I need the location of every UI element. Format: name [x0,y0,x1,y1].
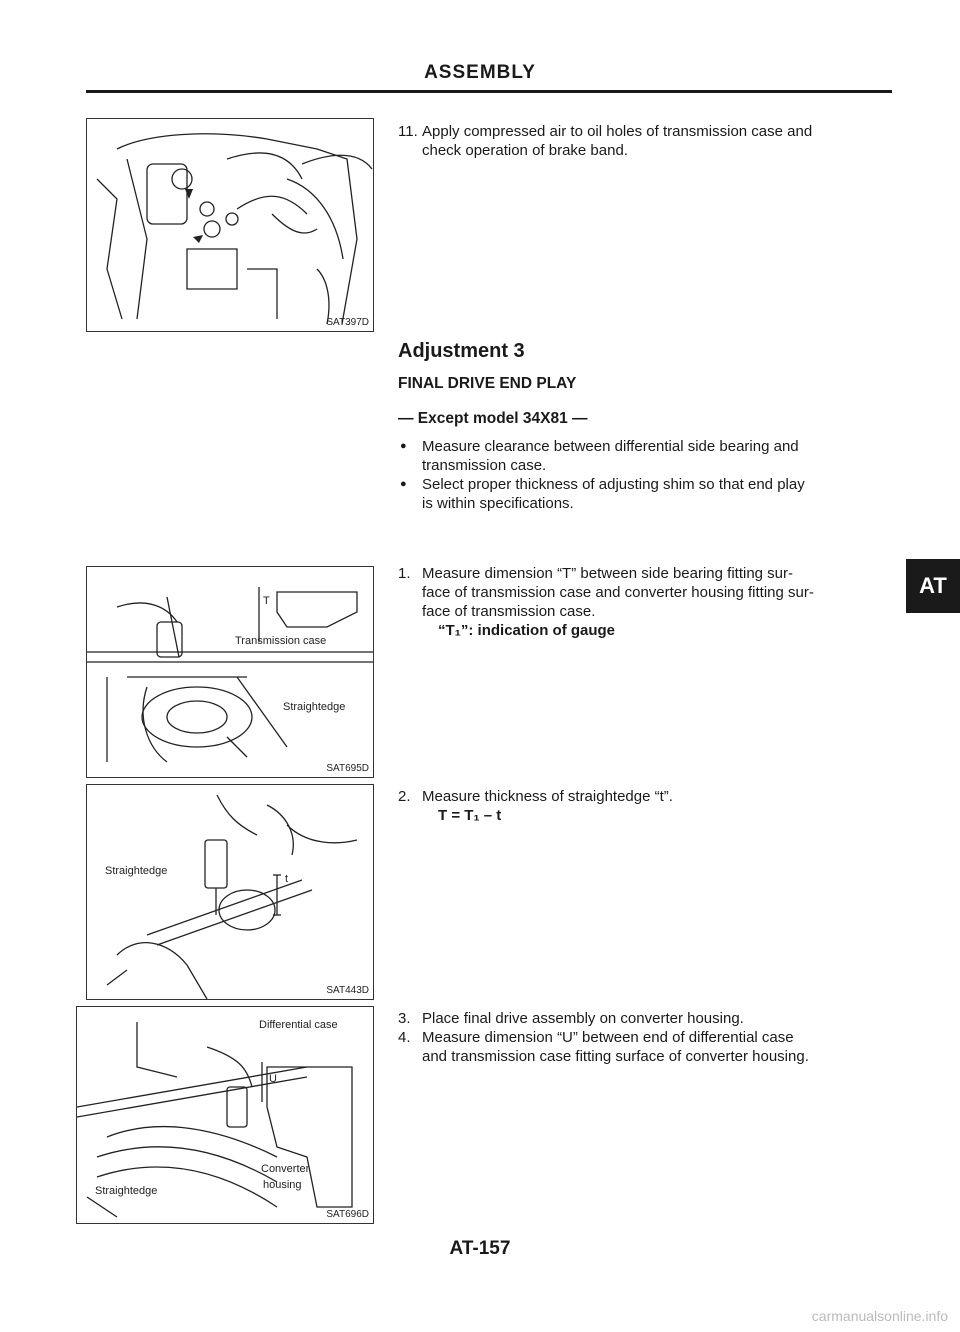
step-line: check operation of brake band. [422,142,628,159]
step-line: face of transmission case and converter housing fitting sur- [422,584,814,601]
step-line: Measure dimension “U” between end of differential case [422,1029,794,1046]
step-line: Measure dimension “T” between side bearing fitting sur- [422,565,794,582]
step-line: and transmission case fitting surface of converter housing. [422,1048,809,1065]
bullet-item [398,475,898,513]
figure-code: SAT695D [326,763,369,774]
step-number: 4. [398,1029,411,1046]
page-number: AT-157 [449,1238,511,1259]
step-number: 11. [398,123,418,140]
step-11 [398,122,898,160]
figure-label-housing: housing [263,1179,302,1191]
figure-code: SAT443D [326,985,369,996]
figure-sat397d-drawing [87,119,373,331]
step-line: Apply compressed air to oil holes of transmission case and [422,123,813,140]
step-2 [398,787,898,825]
bullet-item [398,437,898,475]
figure-sat443d-drawing [87,785,373,999]
figure-label-straightedge: Straightedge [95,1185,158,1197]
section-tab-at: AT [906,559,960,613]
bullet-line: Select proper thickness of adjusting shim so that end play [422,476,805,493]
step-line: Place final drive assembly on converter housing. [422,1010,744,1027]
figure-label-t: T [263,595,270,607]
figure-sat695d-drawing [87,567,373,777]
adjustment-title: Adjustment 3 [398,340,525,362]
figure-sat443d [86,784,374,1000]
figure-sat696d [76,1006,374,1224]
step-emphasis: “T₁”: indication of gauge [438,622,616,639]
step-line: face of transmission case. [422,603,596,620]
figure-sat397d [86,118,374,332]
figure-code: SAT397D [326,317,369,328]
figure-label-u: U [269,1073,277,1085]
step-1 [398,564,898,640]
bullet-icon: ● [400,478,407,490]
figure-code: SAT696D [326,1209,369,1220]
bullet-line: is within specifications. [422,495,574,512]
figure-label-converter: Converter [261,1163,310,1175]
step-formula: T = T₁ – t [438,807,502,824]
step-number: 3. [398,1010,411,1027]
step-number: 2. [398,788,411,805]
step-4 [398,1028,898,1066]
bullet-icon: ● [400,440,407,452]
figure-label-differential-case: Differential case [259,1019,338,1031]
bullet-line: Measure clearance between differential side bearing and [422,438,799,455]
figure-label-straightedge: Straightedge [283,701,346,713]
figure-label-transmission-case: Transmission case [235,635,327,647]
watermark: carmanualsonline.info [811,1308,948,1324]
figure-label-t: t [285,873,289,885]
step-line: Measure thickness of straightedge “t”. [422,788,673,805]
page-title: ASSEMBLY [424,62,536,83]
step-3 [398,1009,898,1028]
figure-sat695d [86,566,374,778]
subheading: FINAL DRIVE END PLAY [398,375,577,392]
step-number: 1. [398,565,411,582]
figure-label-straightedge: Straightedge [105,865,168,877]
note-except-model: — Except model 34X81 — [398,410,588,427]
header-rule [86,90,892,93]
bullet-line: transmission case. [422,457,547,474]
